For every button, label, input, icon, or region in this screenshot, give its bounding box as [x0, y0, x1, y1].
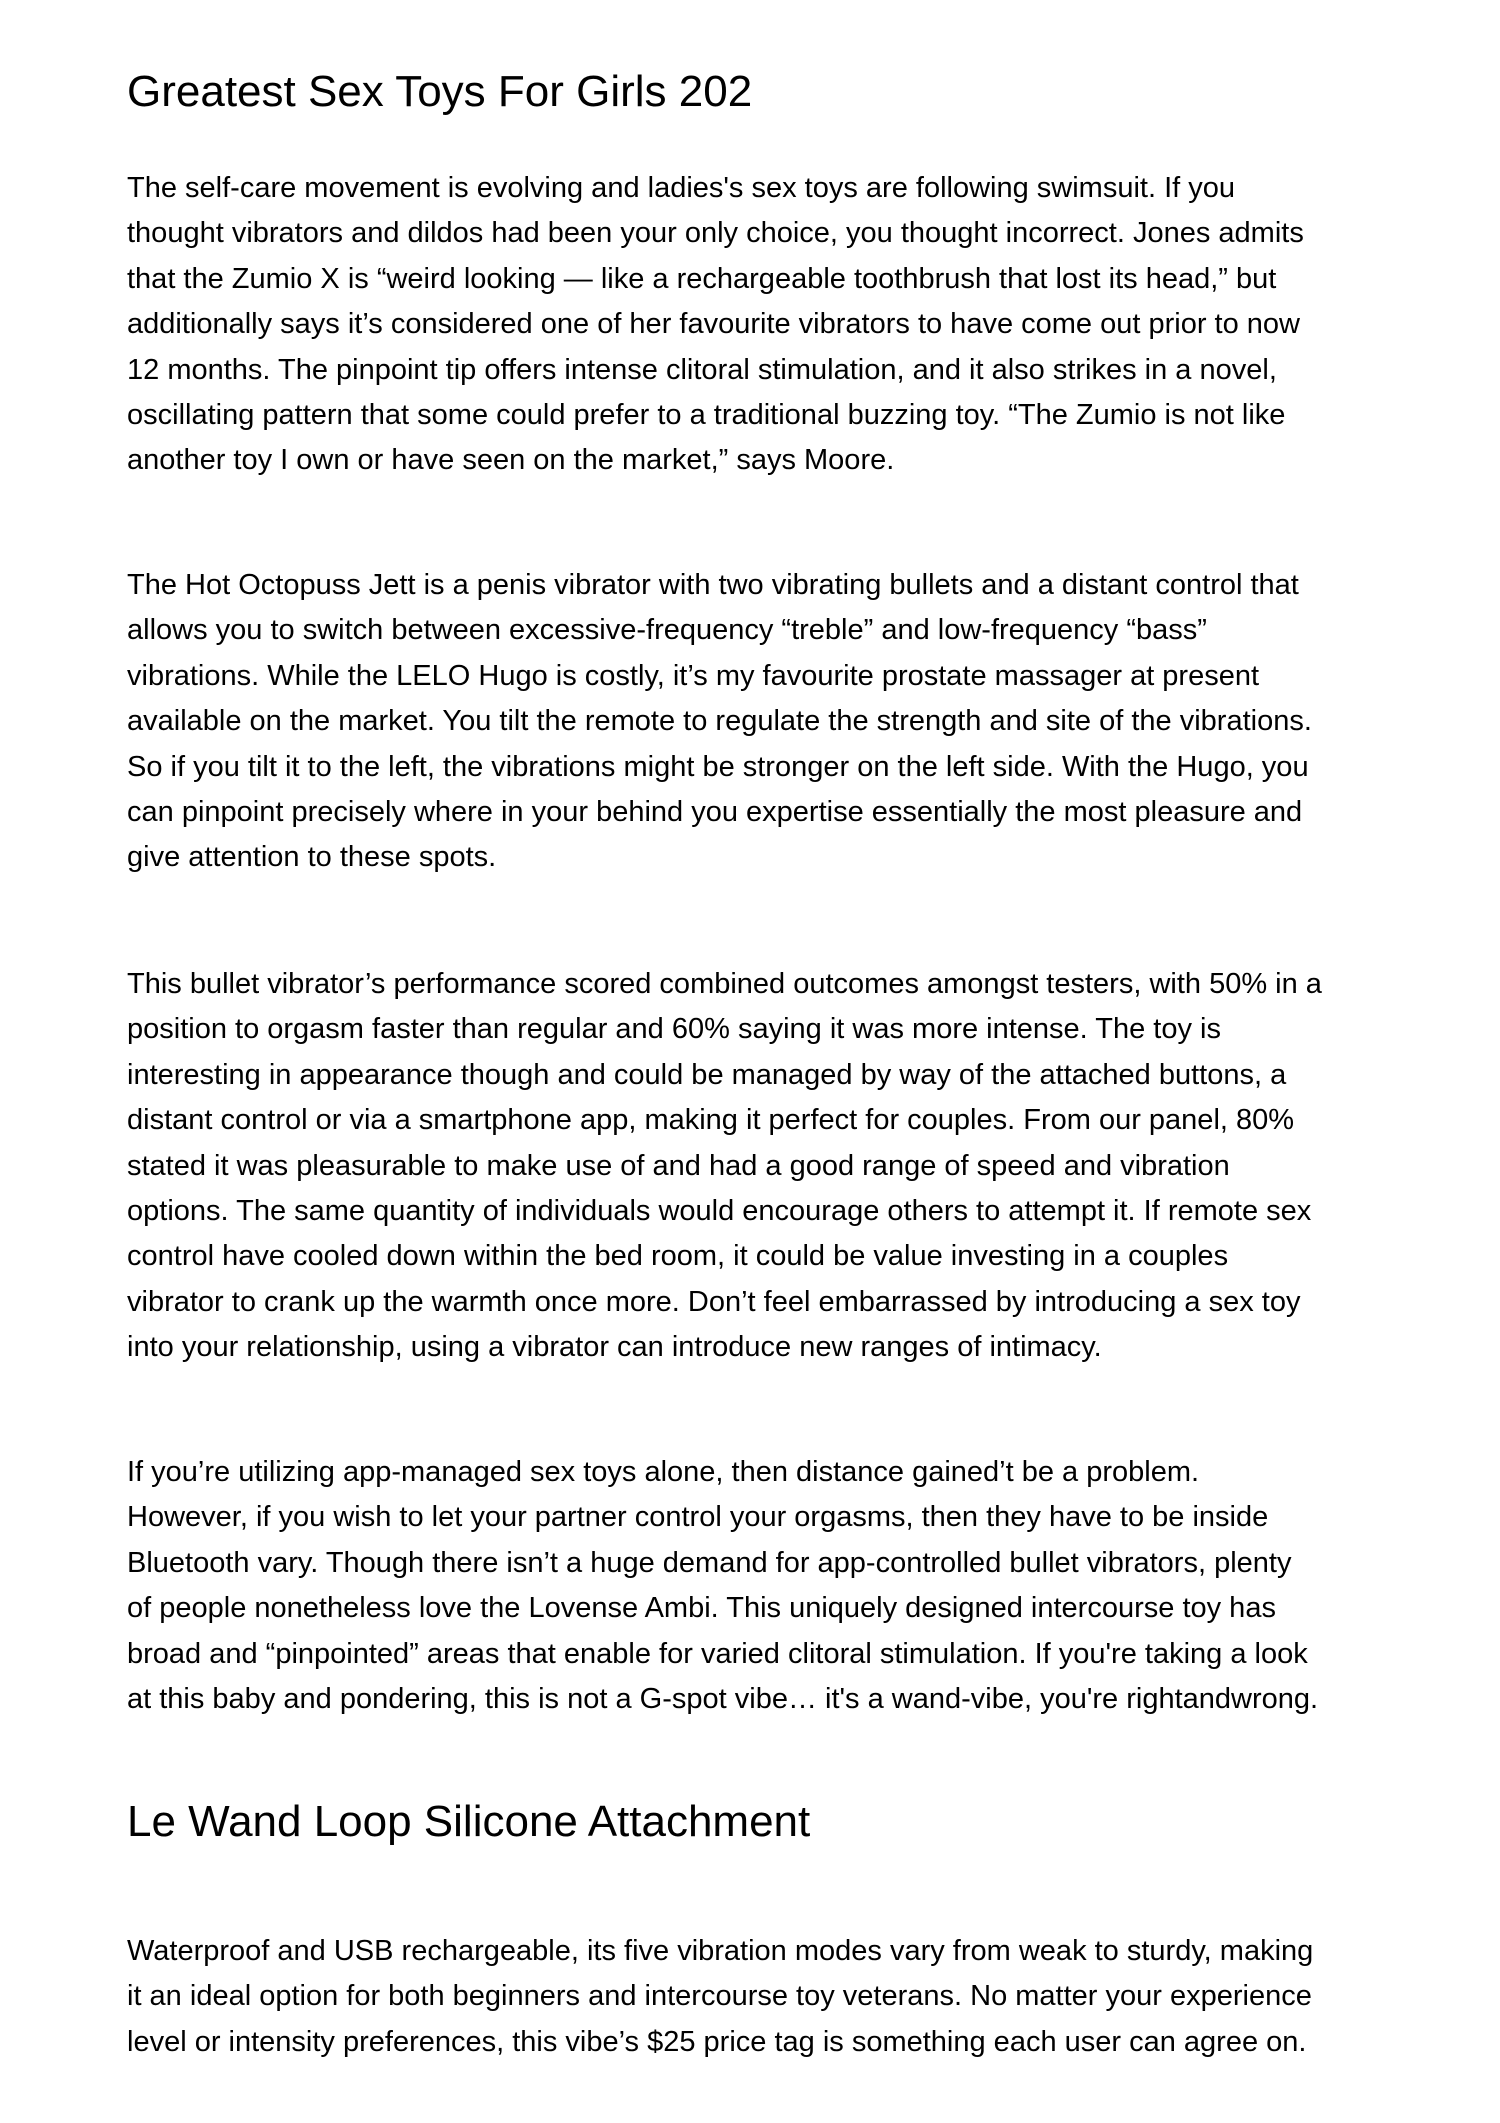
- paragraph-line: The self-care movement is evolving and ladies's sex toys are following swimsuit. If you: [127, 172, 1236, 204]
- paragraph-line: broad and “pinpointed” areas that enable for varied clitoral stimulation. If you're taking a look: [127, 1637, 1308, 1670]
- paragraph-line: at this baby and pondering, this is not a G-spot vibe… it's a wand-vibe, you're rightandwrong.: [127, 1683, 1319, 1716]
- paragraph-line: control have cooled down within the bed room, it could be value investing in a couples: [127, 1240, 1229, 1273]
- paragraph-line: into your relationship, using a vibrator can introduce new ranges of intimacy.: [127, 1331, 1102, 1364]
- paragraph-line: The Hot Octopuss Jett is a penis vibrator with two vibrating bullets and a distant control that: [127, 569, 1299, 601]
- paragraph-line: distant control or via a smartphone app, making it perfect for couples. From our panel, 80%: [127, 1104, 1295, 1137]
- section-heading: Le Wand Loop Silicone Attachment: [127, 1797, 811, 1846]
- paragraph-line: vibrator to crank up the warmth once more. Don’t feel embarrassed by introducing a sex toy: [127, 1285, 1301, 1318]
- paragraph-line: vibrations. While the LELO Hugo is costly, it’s my favourite prostate massager at present: [127, 659, 1260, 692]
- paragraph-line: However, if you wish to let your partner control your orgasms, then they have to be inside: [127, 1501, 1269, 1534]
- paragraph-app-controlled: [127, 1450, 1427, 1722]
- paragraph-line: options. The same quantity of individuals would encourage others to attempt it. If remote sex: [127, 1195, 1312, 1228]
- paragraph-line: 12 months. The pinpoint tip offers intense clitoral stimulation, and it also strikes in a novel,: [127, 353, 1277, 386]
- paragraph-line: oscillating pattern that some could prefer to a traditional buzzing toy. “The Zumio is not like: [127, 399, 1286, 432]
- paragraph-hot-octopuss: [127, 563, 1427, 881]
- paragraph-line: Waterproof and USB rechargeable, its five vibration modes vary from weak to sturdy, making: [127, 1935, 1314, 1967]
- paragraph-line: give attention to these spots.: [127, 841, 497, 874]
- paragraph-line: another toy I own or have seen on the market,” says Moore.: [127, 444, 895, 477]
- paragraph-line: This bullet vibrator’s performance scored combined outcomes amongst testers, with 50% in a: [127, 968, 1322, 1000]
- paragraph-line: additionally says it’s considered one of her favourite vibrators to have come out prior to now: [127, 308, 1300, 341]
- paragraph-line: level or intensity preferences, this vibe’s $25 price tag is something each user can agree on.: [127, 2025, 1307, 2058]
- paragraph-line: that the Zumio X is “weird looking — like a rechargeable toothbrush that lost its head,” but: [127, 262, 1277, 295]
- article-title: Greatest Sex Toys For Girls 202: [127, 67, 753, 116]
- paragraph-bullet-vibrator: [127, 962, 1427, 1371]
- paragraph-line: interesting in appearance though and could be managed by way of the attached buttons, a: [127, 1058, 1287, 1091]
- paragraph-line: position to orgasm faster than regular and 60% saying it was more intense. The toy is: [127, 1013, 1221, 1046]
- paragraph-line: it an ideal option for both beginners and intercourse toy veterans. No matter your experience: [127, 1980, 1312, 2013]
- paragraph-line: can pinpoint precisely where in your behind you expertise essentially the most pleasure and: [127, 796, 1303, 829]
- paragraph-line: If you’re utilizing app-managed sex toys alone, then distance gained’t be a problem.: [127, 1456, 1200, 1488]
- paragraph-line: available on the market. You tilt the remote to regulate the strength and site of the vibrations.: [127, 705, 1312, 738]
- paragraph-line: thought vibrators and dildos had been your only choice, you thought incorrect. Jones admits: [127, 217, 1304, 250]
- paragraph-line: of people nonetheless love the Lovense Ambi. This uniquely designed intercourse toy has: [127, 1592, 1276, 1625]
- paragraph-line: Bluetooth vary. Though there isn’t a huge demand for app-controlled bullet vibrators, plenty: [127, 1546, 1292, 1579]
- paragraph-line: stated it was pleasurable to make use of and had a good range of speed and vibration: [127, 1149, 1230, 1182]
- paragraph-line: So if you tilt it to the left, the vibrations might be stronger on the left side. With the Hugo, you: [127, 750, 1309, 783]
- paragraph-le-wand: [127, 1929, 1427, 2065]
- paragraph-zumio: [127, 166, 1427, 484]
- paragraph-line: allows you to switch between excessive-frequency “treble” and low-frequency “bass”: [127, 614, 1207, 647]
